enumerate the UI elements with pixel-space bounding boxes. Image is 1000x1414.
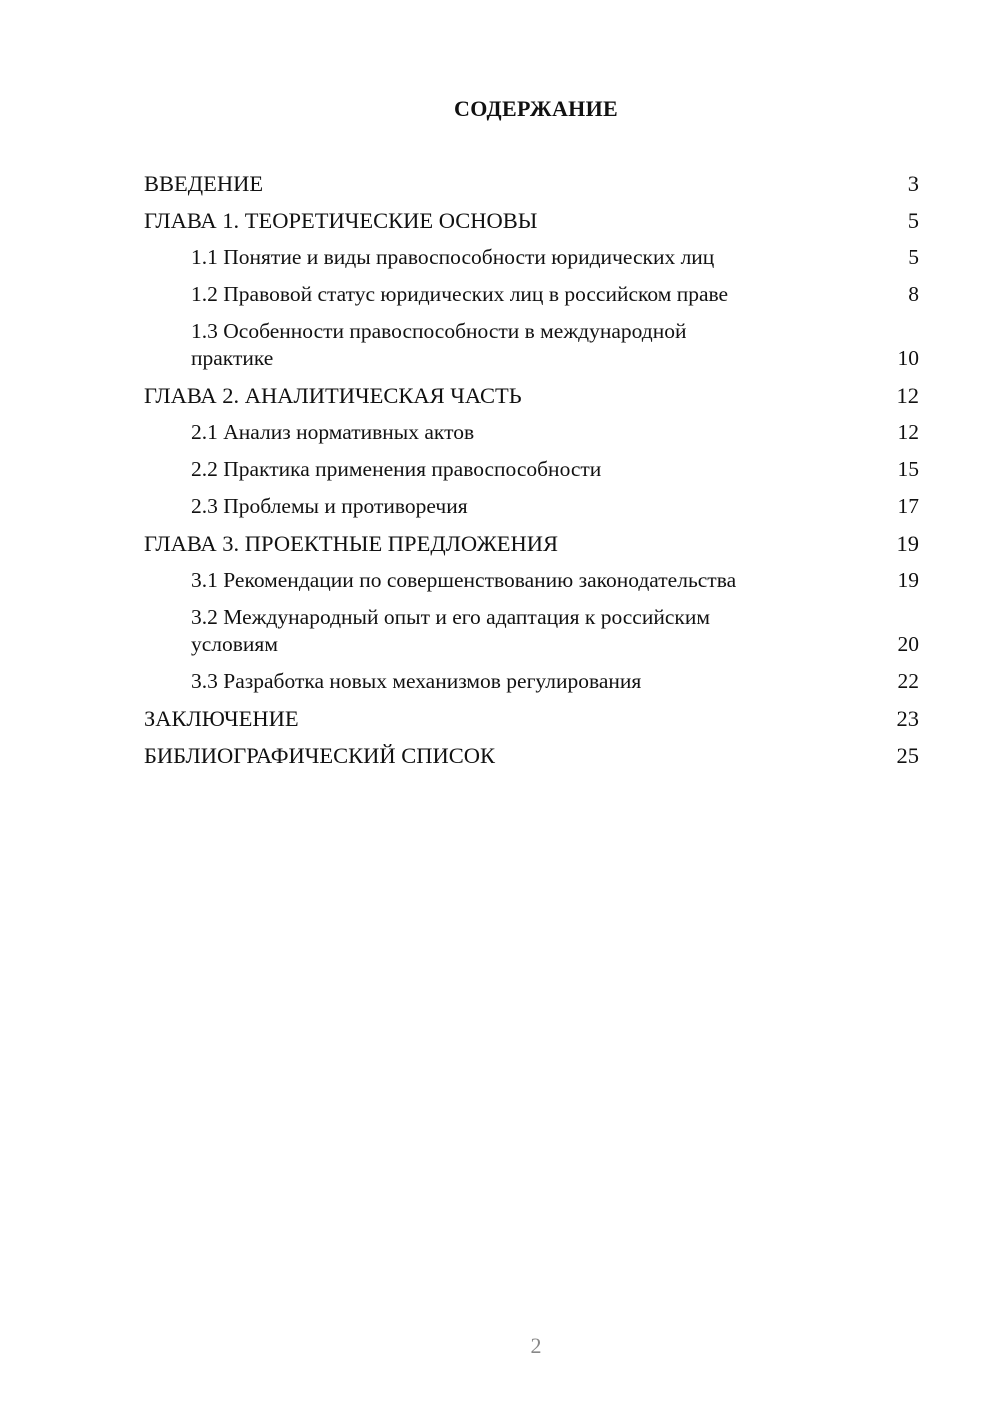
toc-entry-chapter-1[interactable]: [144, 207, 919, 234]
toc-entry-section-3-1[interactable]: [144, 567, 919, 594]
toc-entry-page: 19: [897, 568, 919, 592]
toc-entry-label: 3.1 Рекомендации по совершенствованию законодательства: [191, 568, 737, 592]
toc-entry-section-2-1[interactable]: [144, 419, 919, 446]
toc-entry-page: 10: [897, 346, 919, 370]
toc-entry-section-1-2[interactable]: [144, 281, 919, 308]
toc-entry-section-1-3[interactable]: [144, 318, 919, 372]
toc-entry-label: БИБЛИОГРАФИЧЕСКИЙ СПИСОК: [144, 743, 496, 768]
toc-entry-label: 1.1 Понятие и виды правоспособности юридических лиц: [191, 245, 715, 269]
toc-entry-label: ГЛАВА 2. АНАЛИТИЧЕСКАЯ ЧАСТЬ: [144, 383, 522, 408]
toc-entry-conclusion[interactable]: [144, 705, 919, 732]
toc-entry-page: 19: [896, 531, 919, 556]
toc-entry-page: 3: [907, 171, 919, 196]
toc-entry-page: 17: [897, 494, 919, 518]
toc-entry-label: 1.3 Особенности правоспособности в международной практике: [191, 319, 687, 370]
toc-entry-page: 5: [908, 245, 919, 269]
toc-entry-section-3-3[interactable]: [144, 668, 919, 695]
toc-entry-label: 2.3 Проблемы и противоречия: [191, 494, 468, 518]
toc-entry-label: ВВЕДЕНИЕ: [144, 171, 264, 196]
table-of-contents: [144, 170, 919, 779]
toc-entry-page: 5: [907, 208, 919, 233]
toc-entry-page: 25: [896, 743, 919, 768]
toc-entry-page: 22: [897, 669, 919, 693]
toc-entry-label: 2.1 Анализ нормативных актов: [191, 420, 475, 444]
toc-entry-section-2-3[interactable]: [144, 493, 919, 520]
toc-entry-chapter-3[interactable]: [144, 530, 919, 557]
toc-entry-page: 12: [896, 383, 919, 408]
toc-entry-label: 1.2 Правовой статус юридических лиц в российском праве: [191, 282, 729, 306]
toc-entry-section-3-2[interactable]: [144, 604, 919, 658]
toc-entry-page: 23: [896, 706, 919, 731]
toc-entry-section-2-2[interactable]: [144, 456, 919, 483]
toc-entry-label: ГЛАВА 1. ТЕОРЕТИЧЕСКИЕ ОСНОВЫ: [144, 208, 538, 233]
toc-entry-label: ЗАКЛЮЧЕНИЕ: [144, 706, 299, 731]
page-title: СОДЕРЖАНИЕ: [454, 96, 618, 121]
toc-entry-label: ГЛАВА 3. ПРОЕКТНЫЕ ПРЕДЛОЖЕНИЯ: [144, 531, 559, 556]
toc-entry-introduction[interactable]: [144, 170, 919, 197]
toc-entry-page: 15: [897, 457, 919, 481]
toc-entry-section-1-1[interactable]: [144, 244, 919, 271]
toc-entry-page: 8: [908, 282, 919, 306]
toc-entry-label: 2.2 Практика применения правоспособности: [191, 457, 602, 481]
toc-entry-page: 20: [897, 632, 919, 656]
toc-entry-label: 3.2 Международный опыт и его адаптация к российским условиям: [191, 605, 710, 656]
toc-entry-chapter-2[interactable]: [144, 382, 919, 409]
toc-entry-bibliography[interactable]: [144, 742, 919, 769]
page-number: 2: [530, 1333, 542, 1358]
toc-entry-page: 12: [897, 420, 919, 444]
toc-entry-label: 3.3 Разработка новых механизмов регулирования: [191, 669, 642, 693]
